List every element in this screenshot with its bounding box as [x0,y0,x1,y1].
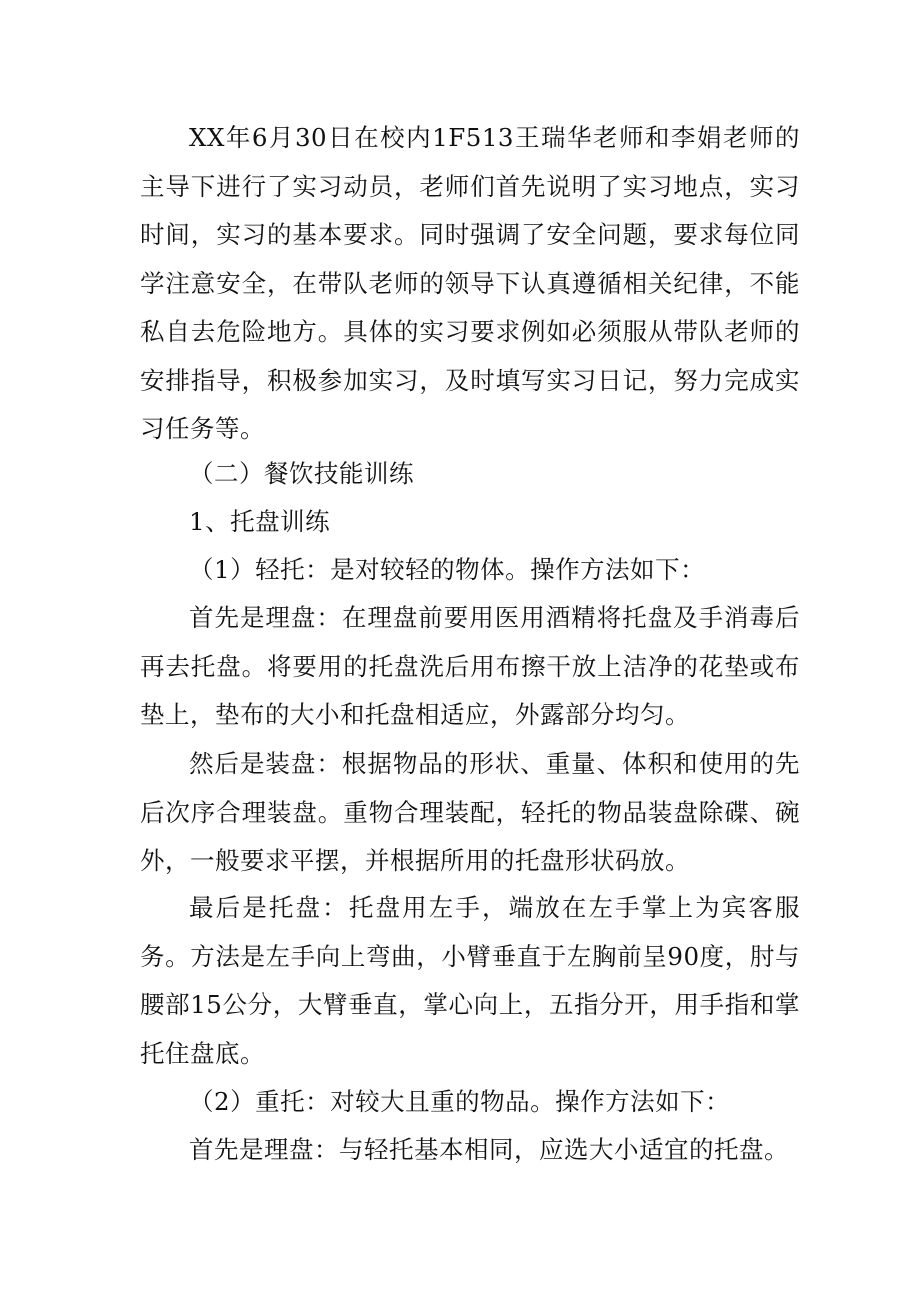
paragraph-light-tray-step3: 最后是托盘：托盘用左手，端放在左手掌上为宾客服务。方法是左手向上弯曲，小臂垂直于左胸前呈90度，肘与腰部15公分，大臂垂直，掌心向上，五指分开，用手指和掌托住盘底。 [140,893,800,1068]
section-heading: （二）餐饮技能训练 [189,459,414,488]
paragraph-mobilization: XX年6月30日在校内1F513王瑞华老师和李娟老师的主导下进行了实习动员，老师们首先说明了实习地点，实习时间，实习的基本要求。同时强调了安全问题，要求每位同学注意安全，在带队老师的领导下认真遵循相关纪律，不能私自去危险地方。具体的实习要求例如必须服从带队老师的安排指导，积极参加实习，及时填写实习日记，努力完成实习任务等。 [140,123,800,443]
light-tray-heading: （1）轻托：是对较轻的物体。操作方法如下： [189,555,706,584]
heavy-tray-heading: （2）重托：对较大且重的物品。操作方法如下： [189,1087,731,1116]
paragraph-light-tray-step2: 然后是装盘：根据物品的形状、重量、体积和使用的先后次序合理装盘。重物合理装配，轻托的物品装盘除碟、碗外，一般要求平摆，并根据所用的托盘形状码放。 [140,749,800,875]
paragraph-light-tray-step1: 首先是理盘：在理盘前要用医用酒精将托盘及手消毒后再去托盘。将要用的托盘洗后用布擦干放上洁净的花垫或布垫上，垫布的大小和托盘相适应，外露部分均匀。 [140,603,800,729]
subsection-heading: 1、托盘训练 [189,507,331,536]
paragraph-heavy-tray-step1: 首先是理盘：与轻托基本相同，应选大小适宜的托盘。 [189,1135,789,1164]
